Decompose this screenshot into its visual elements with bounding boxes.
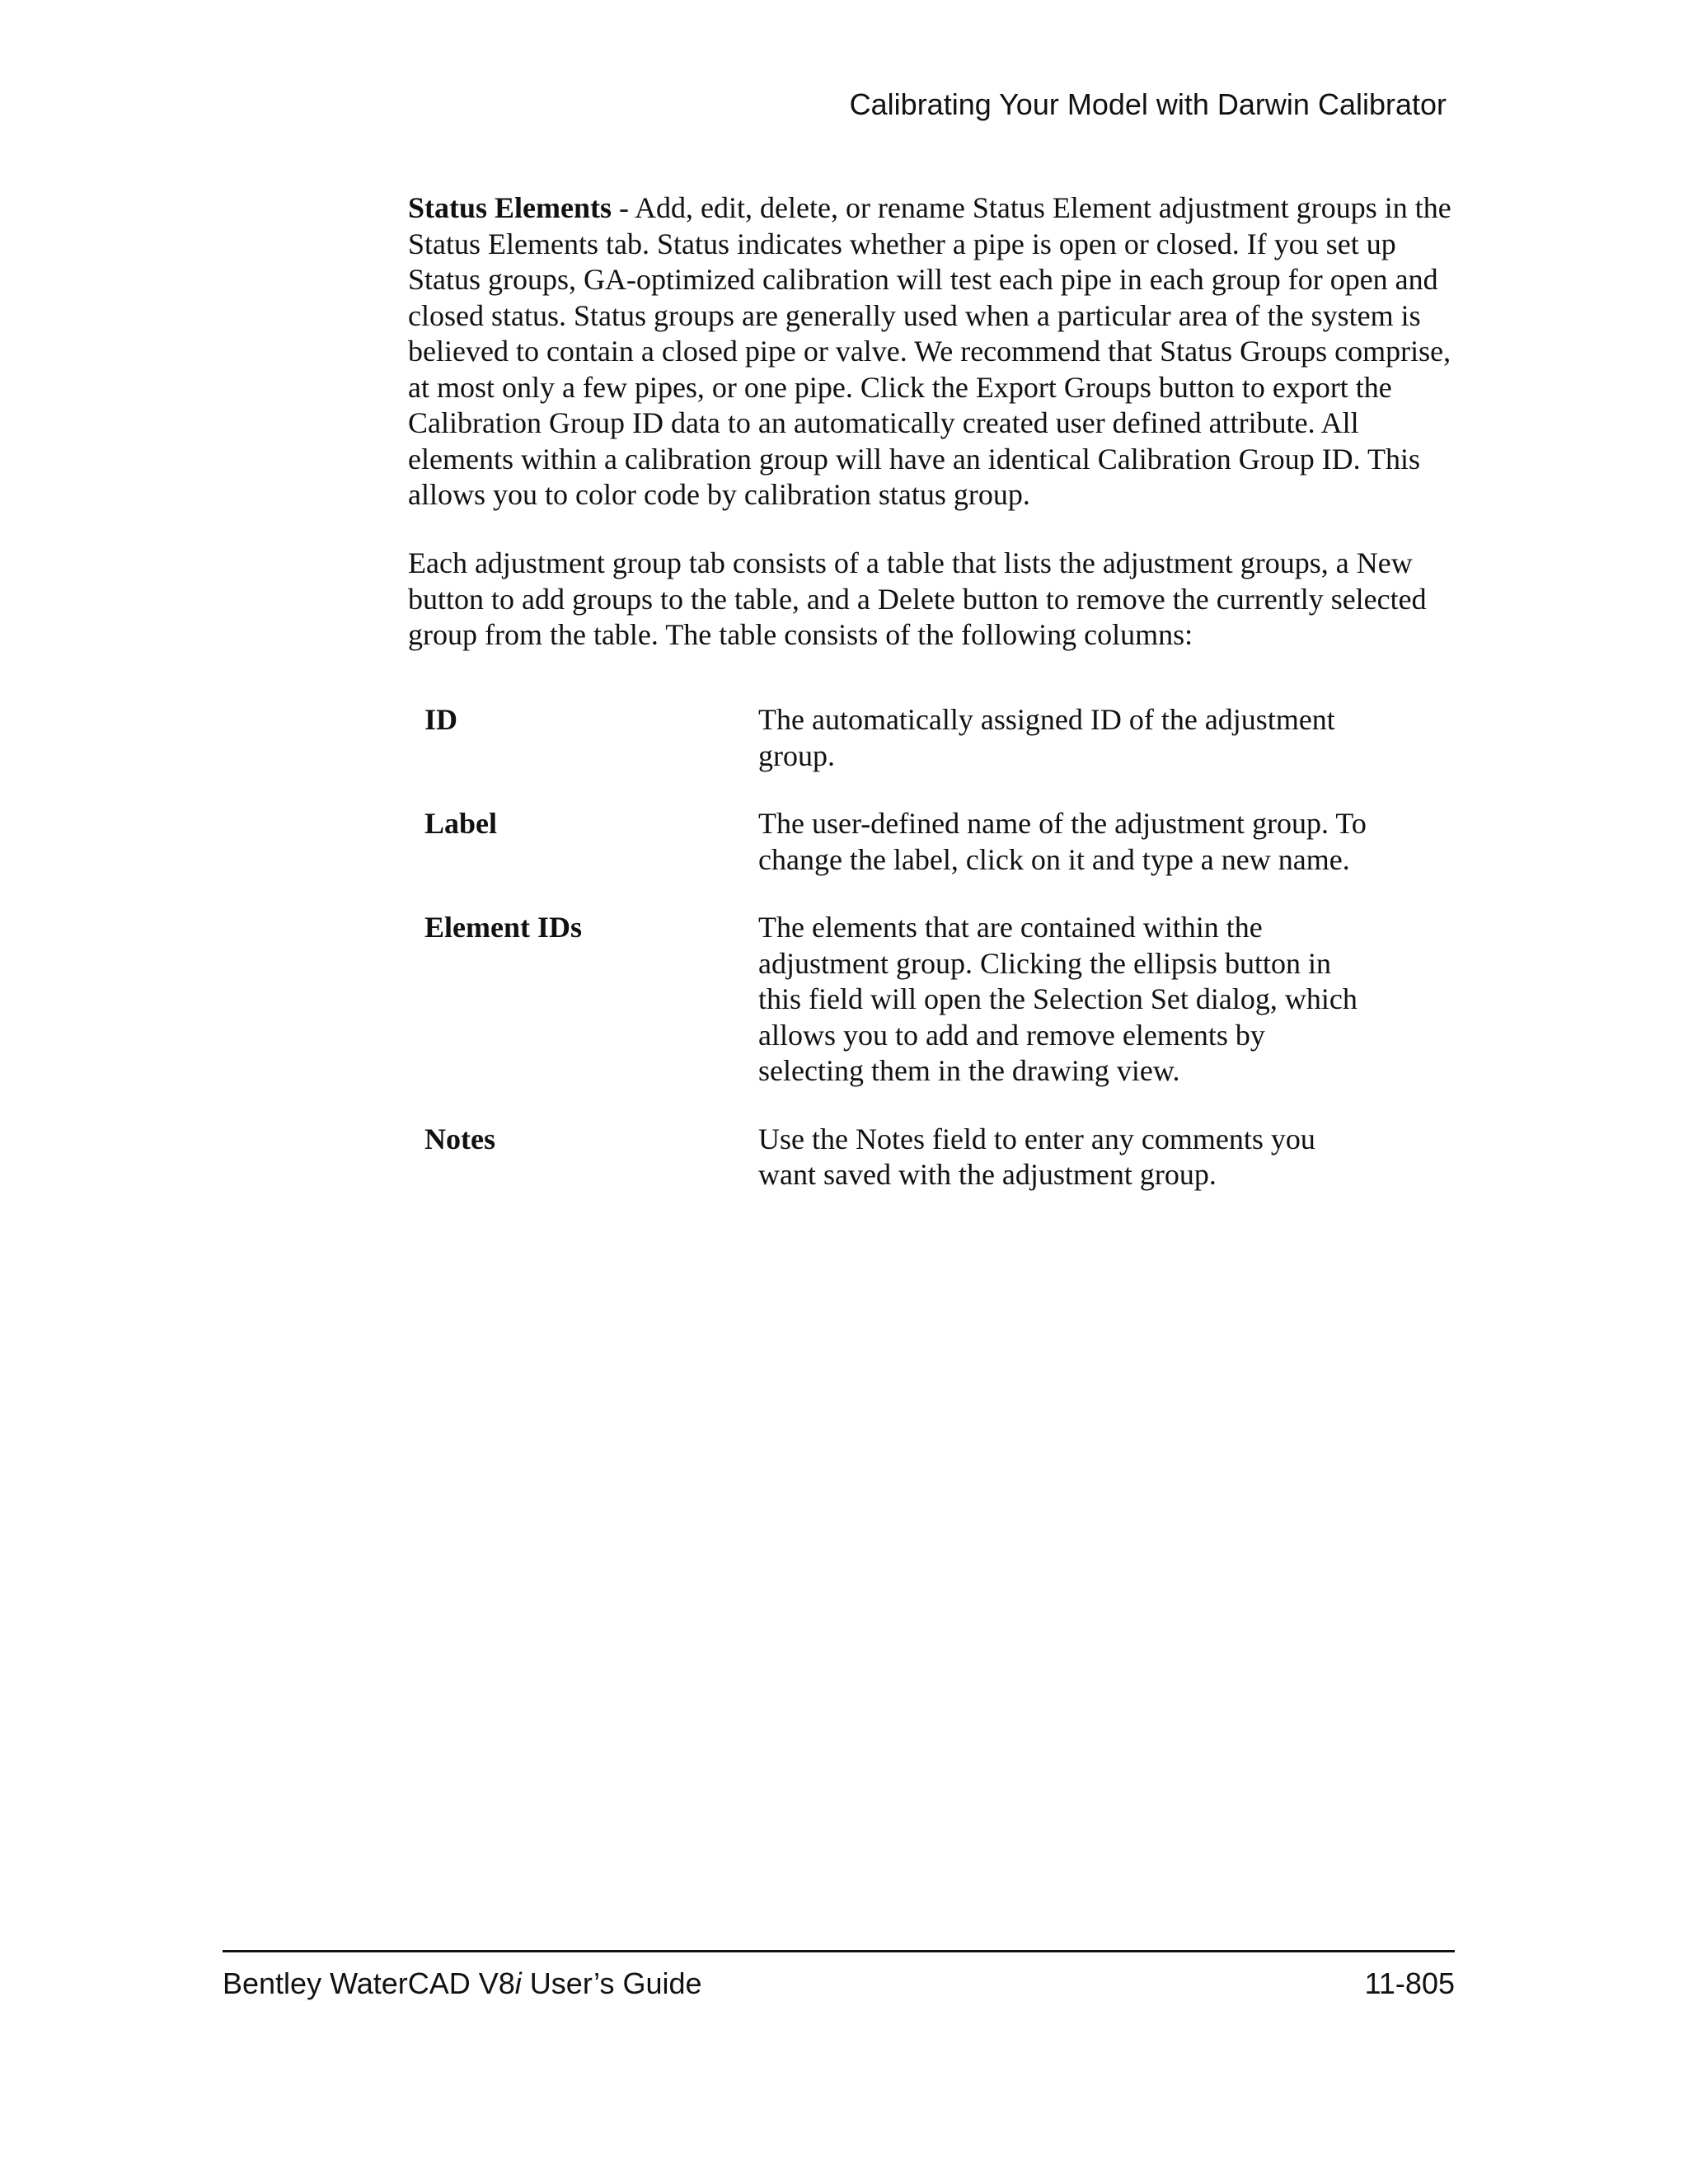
column-definition: The automatically assigned ID of the adjustment group. [758, 703, 1335, 772]
column-term: Element IDs [424, 911, 582, 944]
column-definition: The elements that are contained within the adjustment group. Clicking the ellipsis button in this field will open the Selection Set dialog, which allows you to add and remove elements by selecting them in the drawing view. [758, 911, 1357, 1087]
status-elements-paragraph [408, 190, 1455, 513]
footer-title-prefix: Bentley WaterCAD V8 [223, 1966, 515, 2000]
column-definition-row [424, 806, 1455, 878]
column-definition: Use the Notes field to enter any comments you want saved with the adjustment group. [758, 1122, 1315, 1191]
page-number: 11-805 [1364, 1966, 1455, 2000]
table-intro-paragraph: Each adjustment group tab consists of a table that lists the adjustment groups, a New button to add groups to the table, and a Delete button to remove the currently selected group from the table. The table consists of the following columns: [408, 546, 1427, 651]
status-elements-term: Status Elements [408, 191, 612, 224]
footer-title-italic: i [514, 1966, 522, 2000]
column-definition-row [424, 910, 1455, 1090]
column-term: Label [424, 807, 498, 840]
status-elements-description: - Add, edit, delete, or rename Status Element adjustment groups in the Status Elements tab. Status indicates whether a pipe is open or closed. If you set up Status groups, GA-optimized calibration will test each pipe in each group for open and closed status. Status groups are generally used when a particular area of the system is believed to contain a closed pipe or valve. We recommend that Status Groups comprise, at most only a few pipes, or one pipe. Click the Export Groups button to export the Calibration Group ID data to an automatically created user defined attribute. All elements within a calibration group will have an identical Calibration Group ID. This allows you to color code by calibration status group. [408, 191, 1451, 511]
footer-rule [223, 1950, 1455, 1952]
column-term: ID [424, 703, 458, 736]
footer-guide-title [223, 1966, 702, 2002]
column-definition-row [424, 702, 1455, 774]
running-header: Calibrating Your Model with Darwin Calibrator [849, 87, 1447, 121]
column-definition-list [424, 702, 1455, 1226]
column-definition-row [424, 1122, 1455, 1193]
column-definition: The user-defined name of the adjustment group. To change the label, click on it and type a new name. [758, 807, 1367, 876]
footer-title-suffix: User’s Guide [521, 1966, 702, 2000]
column-term: Notes [424, 1122, 495, 1155]
